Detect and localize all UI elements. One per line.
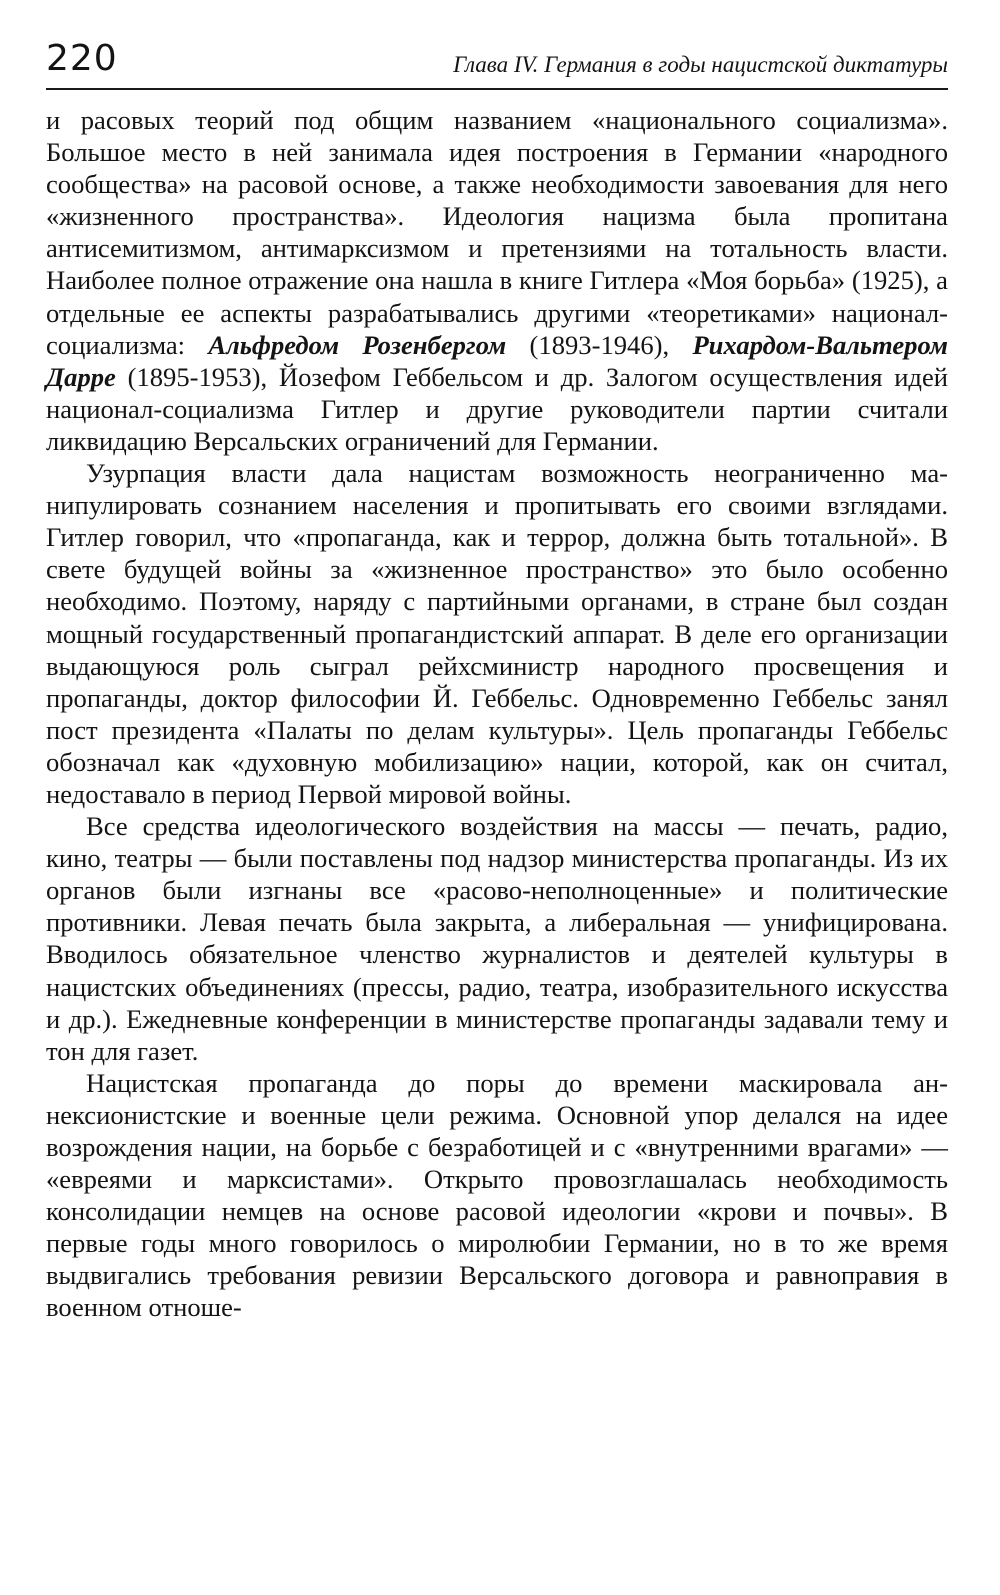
- page-number: 220: [46, 38, 118, 79]
- running-header: [46, 28, 948, 90]
- person-name-rosenberg: Альфредом Розенбергом: [208, 329, 507, 360]
- person-name-darre: Рихардом-Вальтером Дарре: [46, 329, 948, 392]
- paragraph-3: Все средства идеологического воздействия на массы — печать, радио, кино, театры — были поставлены под надзор министерства пропаганды. Из их органов были изгнаны все «расово-неполноценные» и политические противники. Левая печать была закрыта, а либеральная — унифицирована. Вводилось обязательное членство журналистов и деятелей культуры в нацистских объединениях (прессы, радио, театра, изобразительного искусства и др.). Ежедневные конференции в министерстве пропаганды задавали тему и тон для газет.: [46, 811, 948, 1066]
- paragraph-2: Узурпация власти дала нацистам возможность неограниченно манипулировать сознанием населения и пропитывать его своими взглядами. Гитлер говорил, что «пропаганда, как и террор, должна быть тотальной». В свете будущей войны за «жизненное пространство» это было особенно необходимо. Поэтому, наряду с партийными органами, в стране был создан мощный государственный пропагандистский аппарат. В деле его организации выдающуюся роль сыграл рейхсминистр народного просвещения и пропаганды, доктор философии Й. Геббельс. Одновременно Геббельс занял пост президента «Палаты по делам культуры». Цель пропаганды Геббельс обозначал как «духовную мобилизацию» нации, которой, как он считал, недоставало в период Первой мировой войны.: [46, 458, 948, 809]
- paragraph-1-text-a: и расовых теорий под общим названием «национального социализма». Большое место в ней занимала идея построения в Германии «народного сообщества» на расовой основе, а также необходимости завоевания для него «жизненного пространства». Идеология нацизма была пропитана антисемитизмом, антимарксизмом и претензиями на тотальность власти. Наиболее полное отражение она нашла в книге Гитлера «Моя борьба» (1925), а отдельные ее аспекты разрабатывались другими «теоретиками» национал-социализма:: [46, 105, 948, 360]
- body-text: [46, 104, 948, 1324]
- paragraph-1-text-b: (1893-1946),: [506, 329, 693, 360]
- paragraph-1-text-c: (1895-1953), Йозефом Геббельсом и др. Залогом осуществления идей национал-социализма Гитлер и другие руководители партии считали ликвидацию Версальских ограничений для Германии.: [46, 361, 948, 456]
- chapter-title: Глава IV. Германия в годы нацистской диктатуры: [453, 52, 948, 77]
- paragraph-1: [46, 104, 948, 457]
- paragraph-4: Нацистская пропаганда до поры до времени маскировала аннексионистские и военные цели режима. Основной упор делался на идее возрождения нации, на борьбе с безработицей и с «внутренними врагами» — «евреями и марксистами». Открыто провозглашалась необходимость консолидации немцев на основе расовой идеологии «крови и почвы». В первые годы много говорилось о миролюбии Германии, но в то же время выдвигались требования ревизии Версальского договора и равноправия в военном отноше-: [46, 1067, 948, 1323]
- book-page: [46, 28, 948, 1324]
